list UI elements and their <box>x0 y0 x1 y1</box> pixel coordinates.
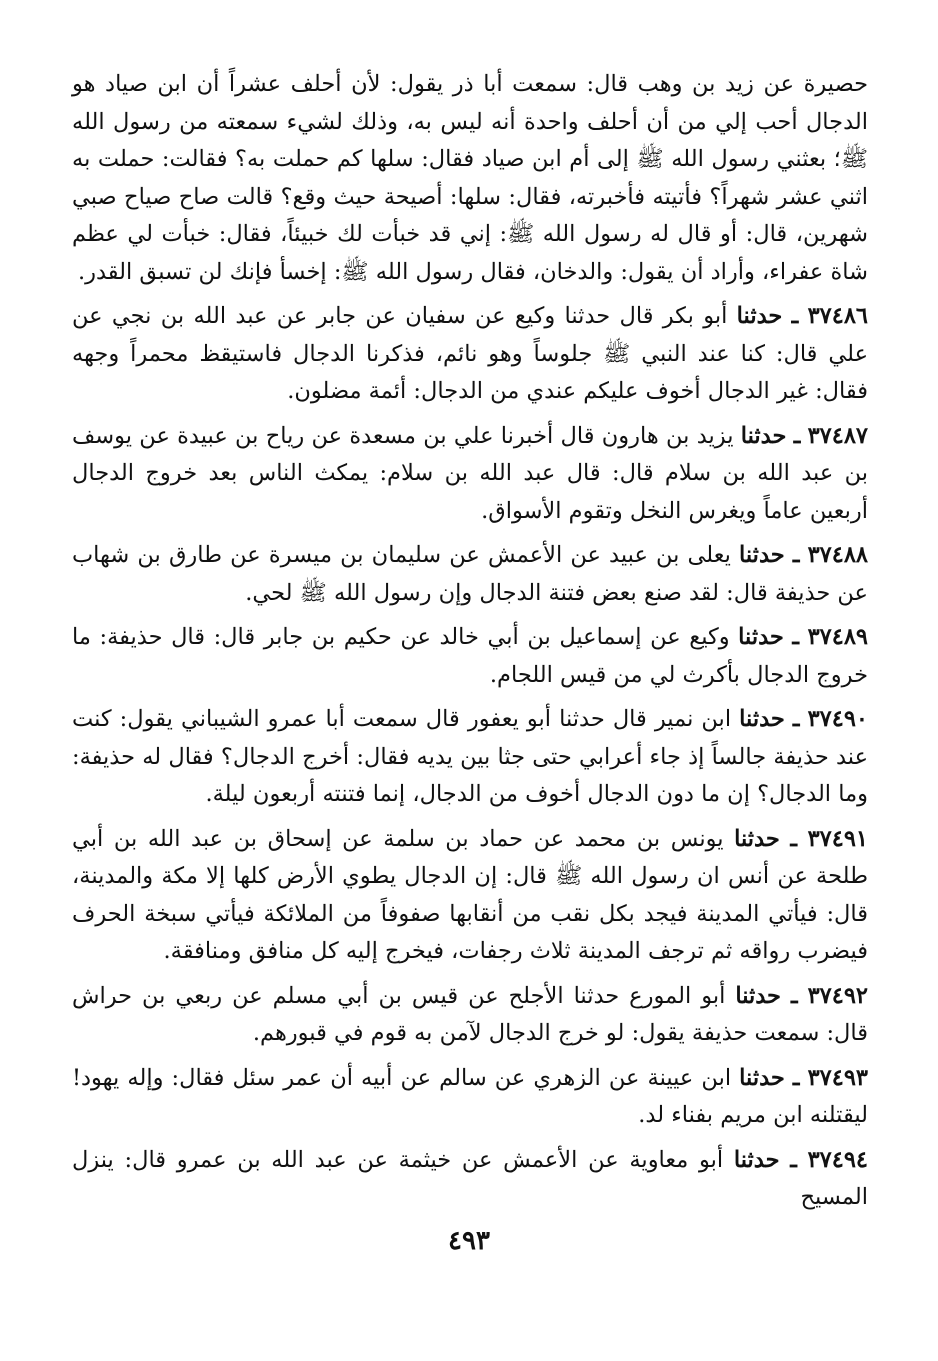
dash: ـ <box>792 706 800 732</box>
dash: ـ <box>790 1146 797 1173</box>
hadith-37492 <box>72 978 868 1053</box>
hadith-number: ٣٧٤٨٧ <box>807 422 869 449</box>
hadith-number: ٣٧٤٩٠ <box>807 706 869 732</box>
hadith-lead: حدثنا <box>739 1064 785 1091</box>
hadith-lead: حدثنا <box>740 422 787 449</box>
intro-paragraph: حصيرة عن زيد بن وهب قال: سمعت أبا ذر يقول: لأن أحلف عشراً أن ابن صياد هو الدجال أحب إلي من أن أحلف واحدة أنه ليس به، وذلك لشيء سمعته من رسول الله ﷺ؛ بعثني رسول الله ﷺ إلى أم ابن صياد فقال: سلها كم حملت به؟ فقالت: حملت به اثني عشر شهراً؟ فأتيته فأخبرته، فقال: سلها: أصيحة حيث وقع؟ قالت صاح صياح صبي شهرين، قال: أو قال له رسول الله ﷺ: إني قد خبأت لك خبيئاً، فقال: خبأت لي عظم شاة عفراء، وأراد أن يقول: والدخان، فقال رسول الله ﷺ: إخسأ فإنك لن تسبق القدر. <box>72 71 868 285</box>
hadith-text: يونس بن محمد عن حماد بن سلمة عن إسحاق بن عبد الله بن أبي طلحة عن أنس ان رسول الله ﷺ قال: إن الدجال يطوي الأرض كلها إلا مكة والمدينة، قال: فيأتي المدينة فيجد بكل نقب من أنقابها صفوفاً من الملائكة فيأتي سبخة الحرف فيضرب رواقه ثم ترجف المدينة ثلاث رجفات، فيخرج إليه كل منافق ومنافقة. <box>72 825 868 964</box>
hadith-text: يزيد بن هارون قال أخبرنا علي بن مسعدة عن رياح بن عبيدة عن يوسف بن عبد الله بن سلام قال: قال عبد الله بن سلام: يمكث الناس بعد خروج الدجال أربعين عاماً ويغرس النخل وتقوم الأسواق. <box>72 422 868 524</box>
hadith-37489 <box>72 619 868 694</box>
hadith-lead: حدثنا <box>736 303 783 329</box>
hadith-37493 <box>72 1060 868 1135</box>
hadith-number: ٣٧٤٩١ <box>807 825 868 852</box>
hadith-lead: حدثنا <box>738 624 784 650</box>
hadith-lead: حدثنا <box>733 1146 780 1173</box>
hadith-number: ٣٧٤٩٤ <box>807 1146 868 1173</box>
hadith-lead: حدثنا <box>734 825 780 852</box>
hadith-lead: حدثنا <box>739 706 785 732</box>
hadith-number: ٣٧٤٨٨ <box>807 542 869 568</box>
hadith-37490 <box>72 701 868 814</box>
dash: ـ <box>793 422 801 449</box>
hadith-text: ابن عيينة عن الزهري عن سالم عن أبيه أن عمر سئل فقال: وإله يهود! ليقتلنه ابن مريم بفناء لد. <box>72 1064 868 1128</box>
hadith-text: ابن نمير قال حدثنا أبو يعفور قال سمعت أبا عمرو الشيباني يقول: كنت عند حذيفة جالساً إذ جاء أعرابي حتى جثا بين يديه فقال: أخرج الدجال؟ فقال له حذيفة: وما الدجال؟ إن ما دون الدجال أخوف من الدجال، إنما فتنته أربعون ليلة. <box>72 706 868 807</box>
hadith-37486 <box>72 298 868 411</box>
dash: ـ <box>790 982 798 1009</box>
hadith-number: ٣٧٤٩٣ <box>807 1064 869 1091</box>
hadith-number: ٣٧٤٨٦ <box>807 303 868 329</box>
dash: ـ <box>792 1064 800 1091</box>
hadith-37487 <box>72 418 868 531</box>
hadith-text: أبو المورع حدثنا الأجلح عن قيس بن أبي مسلم عن ربعي بن حراش قال: سمعت حذيفة يقول: لو خرج الدجال لآمن به قوم في قبورهم. <box>72 982 868 1046</box>
hadith-text: أبو معاوية عن الأعمش عن خيثمة عن عبد الله بن عمرو قال: ينزل المسيح <box>72 1146 868 1210</box>
hadith-37494 <box>72 1142 868 1217</box>
hadith-text: وكيع عن إسماعيل بن أبي خالد عن حكيم بن جابر قال: قال حذيفة: ما خروج الدجال بأكرث لي من قيس اللجام. <box>72 624 868 688</box>
dash: ـ <box>792 542 800 568</box>
dash: ـ <box>790 825 797 852</box>
hadith-text: أبو بكر قال حدثنا وكيع عن سفيان عن جابر عن عبد الله بن نجي عن علي قال: كنا عند النبي ﷺ جلوساً وهو نائم، فذكرنا الدجال فاستيقظ محمراً وجهه فقال: غير الدجال أخوف عليكم عندي من الدجال: أئمة مضلون. <box>72 303 868 404</box>
hadith-number: ٣٧٤٨٩ <box>807 624 868 650</box>
hadith-37491 <box>72 821 868 971</box>
hadith-number: ٣٧٤٩٢ <box>807 982 869 1009</box>
page-number: ٤٩٣ <box>448 1226 490 1256</box>
dash: ـ <box>792 624 799 650</box>
hadith-text: يعلى بن عبيد عن الأعمش عن سليمان بن ميسرة عن طارق بن شهاب عن حذيفة قال: لقد صنع بعض فتنة الدجال وإن رسول الله ﷺ لحي. <box>72 542 868 606</box>
hadith-37488 <box>72 537 868 612</box>
hadith-lead: حدثنا <box>735 982 781 1009</box>
dash: ـ <box>791 303 799 329</box>
hadith-lead: حدثنا <box>739 542 785 568</box>
